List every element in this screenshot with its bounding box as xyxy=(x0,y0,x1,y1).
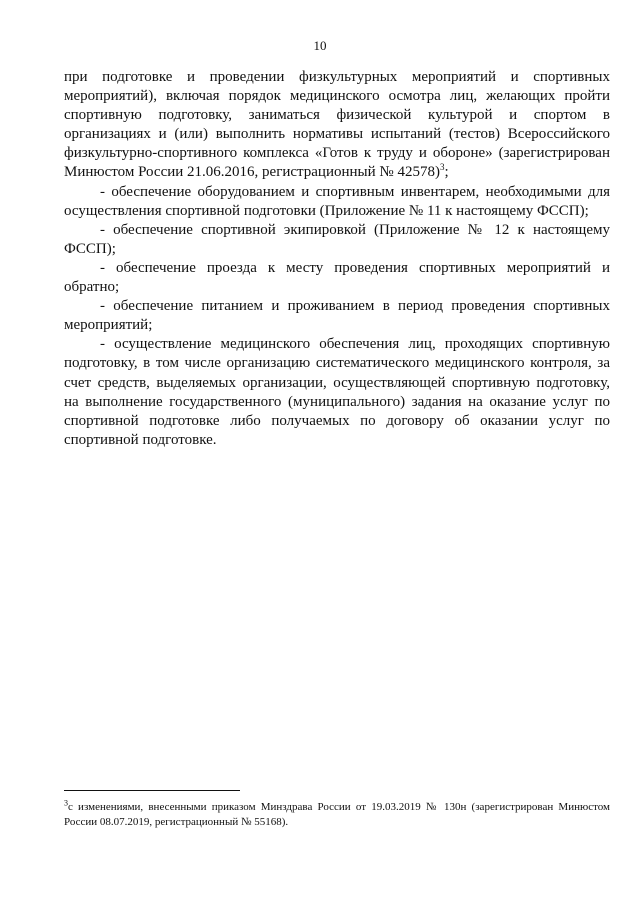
paragraph-continuation xyxy=(64,68,610,183)
list-item-travel: - обеспечение проезда к месту проведения спортивных мероприятий и обратно; xyxy=(64,259,610,296)
list-item-outfit: - обеспечение спортивной экипировкой (Приложение № 12 к настоящему ФССП); xyxy=(64,221,610,257)
footnote-text: с изменениями, внесенными приказом Минздрава России от 19.03.2019 № 130н (зарегистрирован Минюстом России 08.07.2019, регистрационный № 55168). xyxy=(64,801,610,828)
paragraph-tail: ; xyxy=(444,164,449,181)
paragraph-text: при подготовке и проведении физкультурных мероприятий и спортивных мероприятий), включая порядок медицинского осмотра лиц, желающих пройти спортивную подготовку, заниматься физической культурой и спортом в организациях и (или) выполнить нормативы испытаний (тестов) Всероссийского физкультурно-спортивного комплекса «Готов к труду и обороне» (зарегистрирован Минюстом России 21.06.2016, регистрационный № 42578) xyxy=(64,69,610,181)
list-item-medical: - осуществление медицинского обеспечения лиц, проходящих спортивную подготовку, в том числе организацию систематического медицинского контроля, за счет средств, выделяемых организации, осуществляющей спортивную подготовку, на выполнение государственного (муниципального) задания на оказание услуг по спортивной подготовке либо получаемых по договору об оказании услуг по спортивной подготовке. xyxy=(64,336,610,448)
body-text xyxy=(64,68,610,450)
list-item-equipment: - обеспечение оборудованием и спортивным инвентарем, необходимыми для осуществления спортивной подготовки (Приложение № 11 к настоящему ФССП); xyxy=(64,183,610,219)
page-number: 10 xyxy=(313,38,327,53)
footnote xyxy=(64,800,610,829)
footnote-marker: 3 xyxy=(64,798,68,808)
footnote-reference: 3 xyxy=(439,162,445,173)
footnote-separator xyxy=(64,790,240,791)
list-item-food-lodging: - обеспечение питанием и проживанием в период проведения спортивных мероприятий; xyxy=(64,298,610,334)
